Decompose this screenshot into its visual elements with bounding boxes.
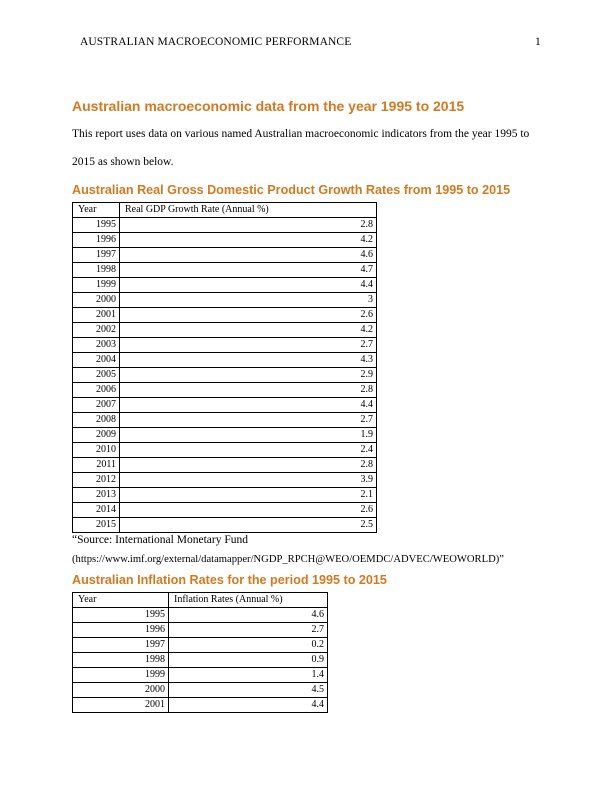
table-row: [73, 233, 377, 248]
value-cell: 4.6: [120, 248, 377, 263]
table-row: [73, 278, 377, 293]
table-row: [73, 413, 377, 428]
value-cell: 2.8: [120, 218, 377, 233]
table-row: [73, 428, 377, 443]
value-cell: 2.4: [120, 443, 377, 458]
inflation-table-body: [73, 608, 328, 713]
value-cell: 4.4: [120, 398, 377, 413]
table-row: [73, 383, 377, 398]
year-cell: 1998: [73, 653, 169, 668]
year-cell: 2010: [73, 443, 120, 458]
gdp-table-body: [73, 218, 377, 533]
value-cell: 4.7: [120, 263, 377, 278]
value-cell: 2.6: [120, 308, 377, 323]
value-cell: 4.2: [120, 233, 377, 248]
year-cell: 1998: [73, 263, 120, 278]
table-row: [73, 353, 377, 368]
year-cell: 2001: [73, 698, 169, 713]
year-cell: 2009: [73, 428, 120, 443]
value-cell: 2.7: [169, 623, 328, 638]
value-cell: 3: [120, 293, 377, 308]
value-cell: 4.2: [120, 323, 377, 338]
year-cell: 2011: [73, 458, 120, 473]
value-cell: 2.5: [120, 518, 377, 533]
table-row: [73, 638, 328, 653]
table-row: [73, 698, 328, 713]
year-cell: 2013: [73, 488, 120, 503]
value-cell: 4.4: [120, 278, 377, 293]
value-cell: 2.8: [120, 458, 377, 473]
source-citation: [72, 531, 552, 569]
year-cell: 1997: [73, 248, 120, 263]
value-cell: 3.9: [120, 473, 377, 488]
value-cell: 1.4: [169, 668, 328, 683]
value-cell: 2.1: [120, 488, 377, 503]
value-cell: 0.2: [169, 638, 328, 653]
value-cell: 2.9: [120, 368, 377, 383]
table-row: [73, 308, 377, 323]
inflation-table: [72, 592, 328, 713]
value-cell: 2.7: [120, 338, 377, 353]
table-row: [73, 293, 377, 308]
year-cell: 1999: [73, 278, 120, 293]
page-number: 1: [535, 36, 541, 48]
column-header-year: Year: [73, 593, 169, 608]
column-header-gdp-growth: Real GDP Growth Rate (Annual %): [120, 203, 377, 218]
value-cell: 4.6: [169, 608, 328, 623]
year-cell: 2008: [73, 413, 120, 428]
table-row: [73, 683, 328, 698]
table-row: [73, 218, 377, 233]
table-row: [73, 398, 377, 413]
year-cell: 1995: [73, 218, 120, 233]
page-title: Australian macroeconomic data from the year 1995 to 2015: [72, 98, 465, 114]
year-cell: 2000: [73, 683, 169, 698]
source-label: “Source: International Monetary Fund: [72, 534, 248, 546]
year-cell: 1995: [73, 608, 169, 623]
year-cell: 2002: [73, 323, 120, 338]
year-cell: 1996: [73, 623, 169, 638]
year-cell: 1997: [73, 638, 169, 653]
table-row: [73, 248, 377, 263]
year-cell: 2006: [73, 383, 120, 398]
year-cell: 2004: [73, 353, 120, 368]
table-row: [73, 668, 328, 683]
year-cell: 2005: [73, 368, 120, 383]
value-cell: 2.6: [120, 503, 377, 518]
year-cell: 2014: [73, 503, 120, 518]
value-cell: 0.9: [169, 653, 328, 668]
table-header-row: [73, 593, 328, 608]
intro-paragraph: This report uses data on various named Australian macroeconomic indicators from the year 1995 to 2015 as shown below.: [72, 128, 530, 168]
source-url: (https://www.imf.org/external/datamapper/NGDP_RPCH@WEO/OEMDC/ADVEC/WEOWORLD)”: [72, 554, 504, 565]
table-row: [73, 458, 377, 473]
value-cell: 1.9: [120, 428, 377, 443]
value-cell: 4.3: [120, 353, 377, 368]
table-row: [73, 653, 328, 668]
column-header-inflation-rate: Inflation Rates (Annual %): [169, 593, 328, 608]
column-header-year: Year: [73, 203, 120, 218]
running-header: AUSTRALIAN MACROECONOMIC PERFORMANCE: [80, 36, 352, 48]
table-row: [73, 263, 377, 278]
table-row: [73, 608, 328, 623]
table-row: [73, 368, 377, 383]
year-cell: 2000: [73, 293, 120, 308]
value-cell: 4.5: [169, 683, 328, 698]
gdp-table: [72, 202, 377, 533]
year-cell: 2012: [73, 473, 120, 488]
table-row: [73, 473, 377, 488]
table-row: [73, 338, 377, 353]
table-header-row: [73, 203, 377, 218]
year-cell: 2007: [73, 398, 120, 413]
table-row: [73, 323, 377, 338]
gdp-section-heading: Australian Real Gross Domestic Product Growth Rates from 1995 to 2015: [72, 183, 511, 197]
table-row: [73, 488, 377, 503]
table-row: [73, 503, 377, 518]
inflation-section-heading: Australian Inflation Rates for the period 1995 to 2015: [72, 573, 387, 587]
year-cell: 1999: [73, 668, 169, 683]
table-row: [73, 623, 328, 638]
year-cell: 2003: [73, 338, 120, 353]
year-cell: 1996: [73, 233, 120, 248]
table-row: [73, 443, 377, 458]
value-cell: 2.8: [120, 383, 377, 398]
year-cell: 2015: [73, 518, 120, 533]
value-cell: 2.7: [120, 413, 377, 428]
year-cell: 2001: [73, 308, 120, 323]
value-cell: 4.4: [169, 698, 328, 713]
